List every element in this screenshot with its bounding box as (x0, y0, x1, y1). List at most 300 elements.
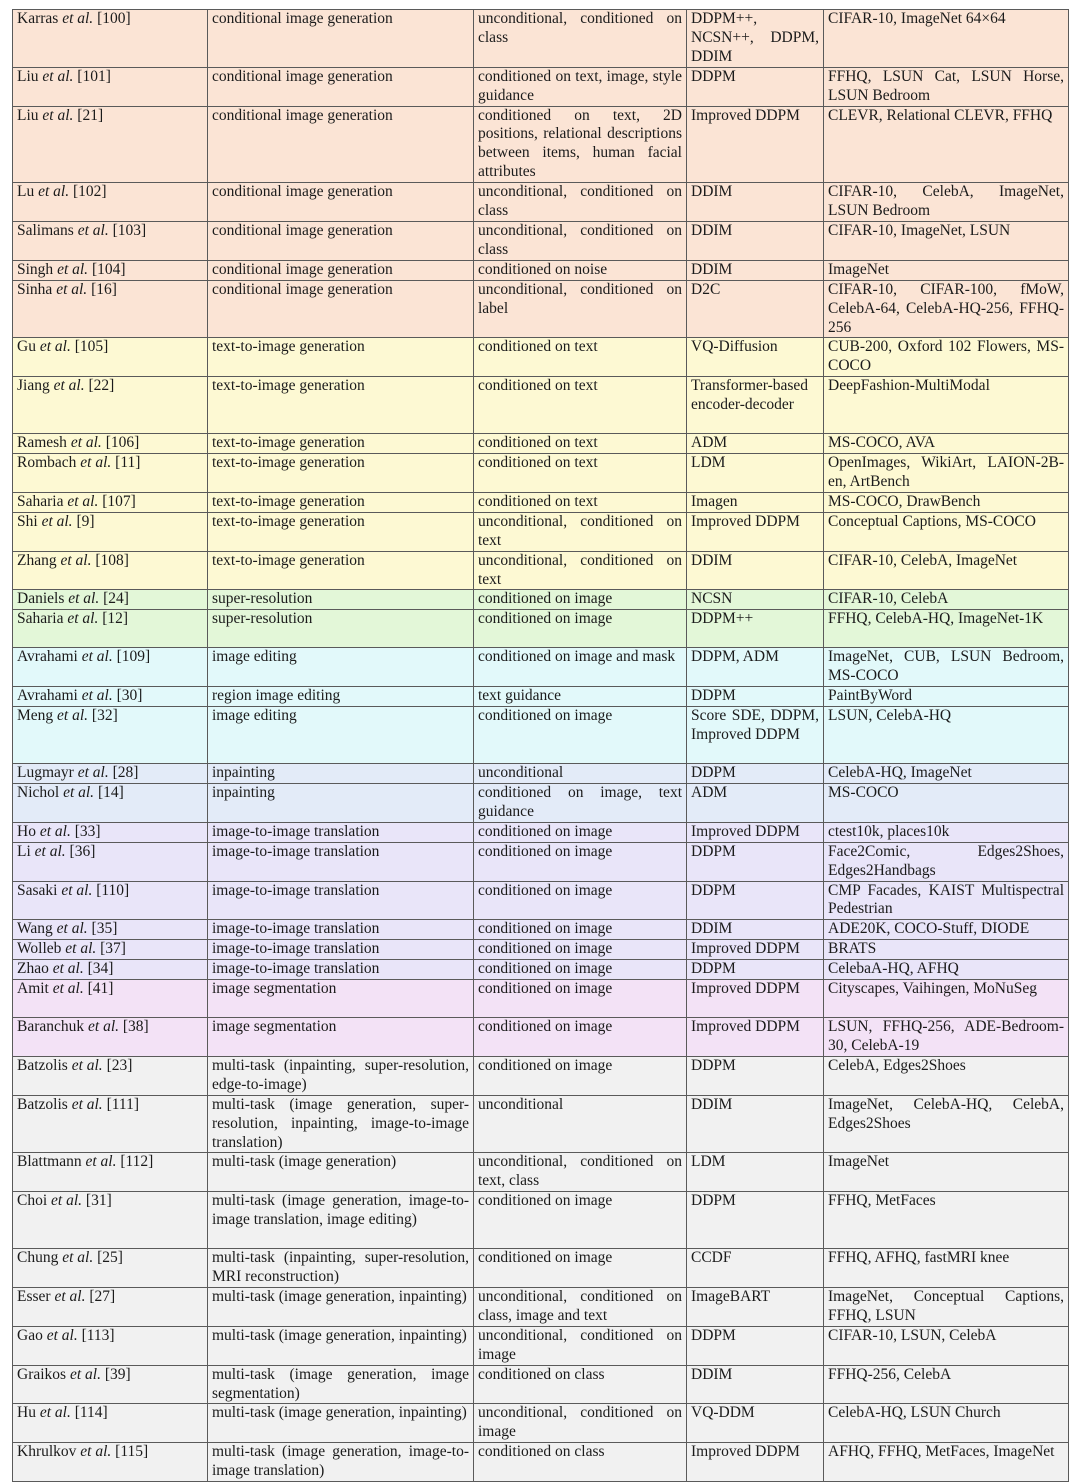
table-row (13, 280, 1069, 338)
model-cell: D2C (687, 280, 824, 338)
author-cell (13, 260, 208, 280)
author-name: Ramesh (17, 434, 67, 452)
reference-number: [16] (91, 280, 117, 298)
et-al: et al. (38, 183, 70, 201)
reference-number: [23] (106, 1056, 133, 1074)
conditioning-cell: conditioned on image (474, 1192, 687, 1249)
task-cell: text-to-image generation (208, 454, 474, 493)
task-cell: image segmentation (208, 980, 474, 1018)
conditioning-cell: conditioned on image, text guidance (474, 784, 687, 823)
table-row (13, 648, 1069, 687)
reference-number: [104] (91, 260, 126, 278)
author-cell (13, 338, 208, 377)
datasets-cell: MS-COCO, DrawBench (824, 492, 1069, 512)
model-cell: Improved DDPM (687, 106, 824, 183)
model-cell: DDPM (687, 842, 824, 881)
author-name: Khrulkov (17, 1443, 77, 1461)
table-row (13, 784, 1069, 823)
author-name: Li (17, 842, 31, 860)
reference-number: [28] (112, 764, 139, 782)
author-name: Liu (17, 67, 39, 85)
author-cell (13, 434, 208, 454)
conditioning-cell: conditioned on class (474, 1365, 687, 1404)
task-cell: conditional image generation (208, 260, 474, 280)
model-cell: DDPM (687, 881, 824, 920)
author-name: Nichol (17, 784, 60, 801)
reference-number: [21] (77, 106, 104, 124)
et-al: et al. (71, 1056, 103, 1074)
author-cell (13, 221, 208, 260)
author-name: Hu (17, 1404, 36, 1422)
model-cell: Improved DDPM (687, 822, 824, 842)
reference-number: [12] (102, 610, 129, 628)
table-row (13, 10, 1069, 68)
datasets-cell: CelebA, Edges2Shoes (824, 1056, 1069, 1095)
table-row (13, 260, 1069, 280)
model-cell: ADM (687, 784, 824, 823)
reference-number: [108] (95, 551, 129, 569)
datasets-cell: LSUN, FFHQ-256, ADE-Bedroom-30, CelebA-19 (824, 1018, 1069, 1057)
model-cell: DDPM (687, 1192, 824, 1249)
model-cell: Improved DDPM (687, 1443, 824, 1482)
model-cell: Transformer-based encoder-decoder (687, 377, 824, 434)
author-name: Baranchuk (17, 1018, 85, 1036)
conditioning-cell: conditioned on text (474, 454, 687, 493)
table-row (13, 940, 1069, 960)
et-al: et al. (70, 434, 102, 452)
task-cell: text-to-image generation (208, 338, 474, 377)
et-al: et al. (39, 1404, 71, 1422)
table-row (13, 221, 1069, 260)
datasets-cell: MS-COCO (824, 784, 1069, 823)
author-name: Blattmann (17, 1153, 82, 1171)
author-name: Avrahami (17, 648, 78, 666)
task-cell: multi-task (image generation, image-to-image translation) (208, 1443, 474, 1482)
reference-number: [107] (102, 492, 136, 510)
task-cell: conditional image generation (208, 183, 474, 222)
table-row (13, 590, 1069, 610)
table-row (13, 512, 1069, 551)
model-cell: DDPM (687, 67, 824, 106)
model-cell: DDIM (687, 260, 824, 280)
datasets-cell: LSUN, CelebA-HQ (824, 707, 1069, 764)
conditioning-cell: conditioned on image (474, 842, 687, 881)
reference-number: [38] (122, 1018, 149, 1036)
reference-number: [30] (116, 687, 143, 705)
task-cell: image-to-image translation (208, 881, 474, 920)
et-al: et al. (80, 1443, 112, 1461)
author-cell (13, 280, 208, 338)
author-cell (13, 980, 208, 1018)
conditioning-cell: unconditional, conditioned on image (474, 1404, 687, 1443)
conditioning-cell: conditioned on image (474, 822, 687, 842)
reference-number: [111] (106, 1095, 139, 1113)
datasets-cell: ImageNet (824, 260, 1069, 280)
model-cell: VQ-Diffusion (687, 338, 824, 377)
model-cell: DDIM (687, 920, 824, 940)
datasets-cell: CUB-200, Oxford 102 Flowers, MS-COCO (824, 338, 1069, 377)
author-name: Singh (17, 260, 54, 278)
table-row (13, 822, 1069, 842)
task-cell: multi-task (image generation) (208, 1153, 474, 1192)
reference-number: [103] (112, 221, 147, 239)
task-cell: text-to-image generation (208, 551, 474, 590)
author-name: Zhang (17, 551, 57, 569)
table-row (13, 377, 1069, 434)
conditioning-cell: unconditional, conditioned on image (474, 1326, 687, 1365)
author-cell (13, 1018, 208, 1057)
task-cell: multi-task (image generation, image segmentation) (208, 1365, 474, 1404)
et-al: et al. (85, 1153, 117, 1171)
author-name: Choi (17, 1192, 48, 1210)
task-cell: image-to-image translation (208, 822, 474, 842)
task-cell: region image editing (208, 687, 474, 707)
datasets-cell: Conceptual Captions, MS-COCO (824, 512, 1069, 551)
datasets-cell: FFHQ, CelebA-HQ, ImageNet-1K (824, 610, 1069, 648)
author-name: Wang (17, 920, 53, 938)
conditioning-cell: conditioned on image (474, 1249, 687, 1288)
model-cell: ImageBART (687, 1288, 824, 1327)
author-cell (13, 1056, 208, 1095)
et-al: et al. (42, 67, 74, 85)
et-al: et al. (56, 280, 88, 298)
model-cell: Improved DDPM (687, 1018, 824, 1057)
reference-number: [34] (87, 960, 114, 978)
datasets-cell: FFHQ, MetFaces (824, 1192, 1069, 1249)
reference-number: [109] (116, 648, 151, 666)
author-cell (13, 183, 208, 222)
author-name: Saharia (17, 492, 64, 510)
model-cell: DDIM (687, 221, 824, 260)
model-cell: DDIM (687, 551, 824, 590)
author-cell (13, 1443, 208, 1482)
author-name: Karras (17, 10, 59, 27)
model-cell: DDPM (687, 1056, 824, 1095)
author-cell (13, 764, 208, 784)
reference-number: [105] (74, 338, 109, 356)
author-name: Graikos (17, 1365, 67, 1383)
table-row (13, 1365, 1069, 1404)
reference-number: [41] (87, 980, 114, 998)
task-cell: super-resolution (208, 590, 474, 610)
datasets-cell: ImageNet (824, 1153, 1069, 1192)
task-cell: image-to-image translation (208, 960, 474, 980)
conditioning-cell: conditioned on image (474, 590, 687, 610)
task-cell: text-to-image generation (208, 377, 474, 434)
model-cell: DDPM (687, 960, 824, 980)
datasets-cell: ImageNet, Conceptual Captions, FFHQ, LSUN (824, 1288, 1069, 1327)
et-al: et al. (68, 590, 100, 608)
table-row (13, 1192, 1069, 1249)
datasets-cell: CMP Facades, KAIST Multispectral Pedestrian (824, 881, 1069, 920)
conditioning-cell: unconditional (474, 1095, 687, 1153)
et-al: et al. (81, 687, 113, 705)
author-name: Shi (17, 512, 38, 530)
et-al: et al. (51, 1192, 83, 1210)
conditioning-cell: conditioned on image (474, 610, 687, 648)
author-cell (13, 551, 208, 590)
et-al: et al. (71, 1095, 103, 1113)
datasets-cell: CelebA-HQ, ImageNet (824, 764, 1069, 784)
conditioning-cell: conditioned on image (474, 920, 687, 940)
conditioning-cell: conditioned on text, 2D positions, relational descriptions between items, human facial attributes (474, 106, 687, 183)
et-al: et al. (56, 920, 88, 938)
reference-number: [110] (96, 881, 130, 899)
model-cell: Improved DDPM (687, 512, 824, 551)
conditioning-cell: unconditional, conditioned on text (474, 512, 687, 551)
table-row (13, 67, 1069, 106)
author-name: Rombach (17, 454, 77, 472)
author-name: Sasaki (17, 881, 58, 899)
conditioning-cell: conditioned on image (474, 881, 687, 920)
table-row (13, 183, 1069, 222)
table-row (13, 1404, 1069, 1443)
et-al: et al. (77, 221, 109, 239)
model-cell: VQ-DDM (687, 1404, 824, 1443)
task-cell: multi-task (inpainting, super-resolution, edge-to-image) (208, 1056, 474, 1095)
author-cell (13, 940, 208, 960)
author-cell (13, 707, 208, 764)
table-row (13, 1288, 1069, 1327)
reference-number: [36] (69, 842, 96, 860)
table-row (13, 434, 1069, 454)
datasets-cell: CIFAR-10, ImageNet, LSUN (824, 221, 1069, 260)
reference-number: [113] (81, 1326, 115, 1344)
model-cell: DDPM++ (687, 610, 824, 648)
reference-number: [14] (97, 784, 124, 801)
author-name: Zhao (17, 960, 49, 978)
model-cell: DDPM++, NCSN++, DDPM, DDIM (687, 10, 824, 68)
model-cell: NCSN (687, 590, 824, 610)
datasets-cell: CelebaA-HQ, AFHQ (824, 960, 1069, 980)
author-name: Lugmayr (17, 764, 74, 782)
et-al: et al. (88, 1018, 120, 1036)
task-cell: image editing (208, 707, 474, 764)
author-cell (13, 784, 208, 823)
task-cell: multi-task (image generation, inpainting) (208, 1288, 474, 1327)
datasets-cell: CIFAR-10, CelebA (824, 590, 1069, 610)
reference-number: [33] (74, 822, 101, 840)
model-cell: CCDF (687, 1249, 824, 1288)
author-name: Chung (17, 1249, 59, 1267)
author-cell (13, 610, 208, 648)
author-name: Daniels (17, 590, 65, 608)
table-row (13, 1443, 1069, 1482)
author-cell (13, 10, 208, 68)
conditioning-cell: conditioned on text (474, 377, 687, 434)
author-cell (13, 590, 208, 610)
datasets-cell: OpenImages, WikiArt, LAION-2B-en, ArtBench (824, 454, 1069, 493)
et-al: et al. (34, 842, 66, 860)
et-al: et al. (41, 512, 73, 530)
datasets-cell: Cityscapes, Vaihingen, MoNuSeg (824, 980, 1069, 1018)
reference-number: [25] (97, 1249, 123, 1267)
et-al: et al. (42, 106, 74, 124)
conditioning-cell: conditioned on text (474, 338, 687, 377)
conditioning-cell: conditioned on image and mask (474, 648, 687, 687)
conditioning-cell: conditioned on text (474, 434, 687, 454)
author-cell (13, 822, 208, 842)
reference-number: [115] (115, 1443, 149, 1461)
task-cell: image-to-image translation (208, 920, 474, 940)
conditioning-cell: conditioned on image (474, 1056, 687, 1095)
table-row (13, 338, 1069, 377)
author-cell (13, 1249, 208, 1288)
reference-number: [106] (105, 434, 140, 452)
datasets-cell: DeepFashion-MultiModal (824, 377, 1069, 434)
author-name: Saharia (17, 610, 64, 628)
conditioning-cell: conditioned on image (474, 960, 687, 980)
reference-number: [27] (89, 1288, 116, 1306)
table-row (13, 1095, 1069, 1153)
task-cell: image editing (208, 648, 474, 687)
author-name: Liu (17, 106, 39, 124)
conditioning-cell: unconditional, conditioned on text (474, 551, 687, 590)
author-name: Salimans (17, 221, 74, 239)
table-row (13, 551, 1069, 590)
table-row (13, 960, 1069, 980)
reference-number: [37] (100, 940, 126, 958)
datasets-cell: ADE20K, COCO-Stuff, DIODE (824, 920, 1069, 940)
author-cell (13, 687, 208, 707)
author-cell (13, 1288, 208, 1327)
table-row (13, 980, 1069, 1018)
datasets-cell: MS-COCO, AVA (824, 434, 1069, 454)
table-row (13, 1018, 1069, 1057)
task-cell: conditional image generation (208, 67, 474, 106)
task-cell: text-to-image generation (208, 512, 474, 551)
et-al: et al. (52, 960, 84, 978)
model-cell: DDPM (687, 687, 824, 707)
task-cell: conditional image generation (208, 10, 474, 68)
survey-table-container (12, 9, 1068, 1482)
datasets-cell: PaintByWord (824, 687, 1069, 707)
model-cell: LDM (687, 454, 824, 493)
datasets-cell: CIFAR-10, CIFAR-100, fMoW, CelebA-64, CelebA-HQ-256, FFHQ-256 (824, 280, 1069, 338)
table-row (13, 492, 1069, 512)
table-row (13, 920, 1069, 940)
model-cell: Improved DDPM (687, 940, 824, 960)
reference-number: [114] (74, 1404, 108, 1422)
author-name: Meng (17, 707, 54, 725)
et-al: et al. (53, 377, 85, 395)
datasets-cell: CIFAR-10, ImageNet 64×64 (824, 10, 1069, 68)
task-cell: inpainting (208, 764, 474, 784)
author-cell (13, 1192, 208, 1249)
et-al: et al. (62, 1249, 94, 1267)
author-name: Gu (17, 338, 36, 356)
author-cell (13, 106, 208, 183)
conditioning-cell: conditioned on image (474, 707, 687, 764)
author-name: Batzolis (17, 1056, 68, 1074)
task-cell: multi-task (image generation, inpainting) (208, 1404, 474, 1443)
datasets-cell: CelebA-HQ, LSUN Church (824, 1404, 1069, 1443)
model-cell: Imagen (687, 492, 824, 512)
author-cell (13, 648, 208, 687)
task-cell: text-to-image generation (208, 492, 474, 512)
reference-number: [22] (88, 377, 115, 395)
reference-number: [35] (91, 920, 118, 938)
task-cell: text-to-image generation (208, 434, 474, 454)
conditioning-cell: conditioned on image (474, 940, 687, 960)
task-cell: conditional image generation (208, 221, 474, 260)
et-al: et al. (46, 1326, 78, 1344)
et-al: et al. (77, 764, 109, 782)
author-name: Gao (17, 1326, 43, 1344)
et-al: et al. (60, 551, 92, 569)
task-cell: image-to-image translation (208, 842, 474, 881)
et-al: et al. (39, 338, 71, 356)
table-row (13, 1056, 1069, 1095)
conditioning-cell: unconditional, conditioned on class (474, 221, 687, 260)
reference-number: [32] (91, 707, 118, 725)
conditioning-cell: unconditional, conditioned on class (474, 10, 687, 68)
task-cell: conditional image generation (208, 280, 474, 338)
task-cell: image segmentation (208, 1018, 474, 1057)
datasets-cell: AFHQ, FFHQ, MetFaces, ImageNet (824, 1443, 1069, 1482)
datasets-cell: FFHQ-256, CelebA (824, 1365, 1069, 1404)
task-cell: multi-task (inpainting, super-resolution, MRI reconstruction) (208, 1249, 474, 1288)
reference-number: [39] (104, 1365, 131, 1383)
model-cell: DDPM (687, 1326, 824, 1365)
author-cell (13, 1326, 208, 1365)
survey-table (12, 9, 1069, 1482)
et-al: et al. (81, 648, 113, 666)
et-al: et al. (69, 1365, 101, 1383)
task-cell: conditional image generation (208, 106, 474, 183)
et-al: et al. (67, 610, 99, 628)
conditioning-cell: unconditional, conditioned on class (474, 183, 687, 222)
reference-number: [31] (85, 1192, 112, 1210)
reference-number: [24] (103, 590, 129, 608)
datasets-cell: CLEVR, Relational CLEVR, FFHQ (824, 106, 1069, 183)
author-cell (13, 881, 208, 920)
conditioning-cell: unconditional (474, 764, 687, 784)
task-cell: multi-task (image generation, super-resolution, inpainting, image-to-image translation) (208, 1095, 474, 1153)
table-row (13, 842, 1069, 881)
author-cell (13, 960, 208, 980)
model-cell: Score SDE, DDPM, Improved DDPM (687, 707, 824, 764)
author-name: Sinha (17, 280, 53, 298)
et-al: et al. (67, 492, 99, 510)
author-name: Ho (17, 822, 36, 840)
datasets-cell: CIFAR-10, LSUN, CelebA (824, 1326, 1069, 1365)
reference-number: [11] (115, 454, 141, 472)
conditioning-cell: unconditional, conditioned on class, image and text (474, 1288, 687, 1327)
conditioning-cell: conditioned on class (474, 1443, 687, 1482)
conditioning-cell: conditioned on image (474, 1018, 687, 1057)
model-cell: DDPM (687, 764, 824, 784)
et-al: et al. (52, 980, 84, 998)
author-name: Jiang (17, 377, 50, 395)
datasets-cell: ImageNet, CUB, LSUN Bedroom, MS-COCO (824, 648, 1069, 687)
conditioning-cell: conditioned on text (474, 492, 687, 512)
author-cell (13, 512, 208, 551)
reference-number: [112] (120, 1153, 154, 1171)
author-cell (13, 1153, 208, 1192)
datasets-cell: CIFAR-10, CelebA, ImageNet (824, 551, 1069, 590)
table-row (13, 1153, 1069, 1192)
author-cell (13, 920, 208, 940)
model-cell: LDM (687, 1153, 824, 1192)
table-body (13, 10, 1069, 1482)
et-al: et al. (63, 784, 95, 801)
et-al: et al. (80, 454, 112, 472)
author-name: Amit (17, 980, 49, 998)
et-al: et al. (54, 1288, 86, 1306)
model-cell: DDIM (687, 1365, 824, 1404)
conditioning-cell: unconditional, conditioned on text, class (474, 1153, 687, 1192)
